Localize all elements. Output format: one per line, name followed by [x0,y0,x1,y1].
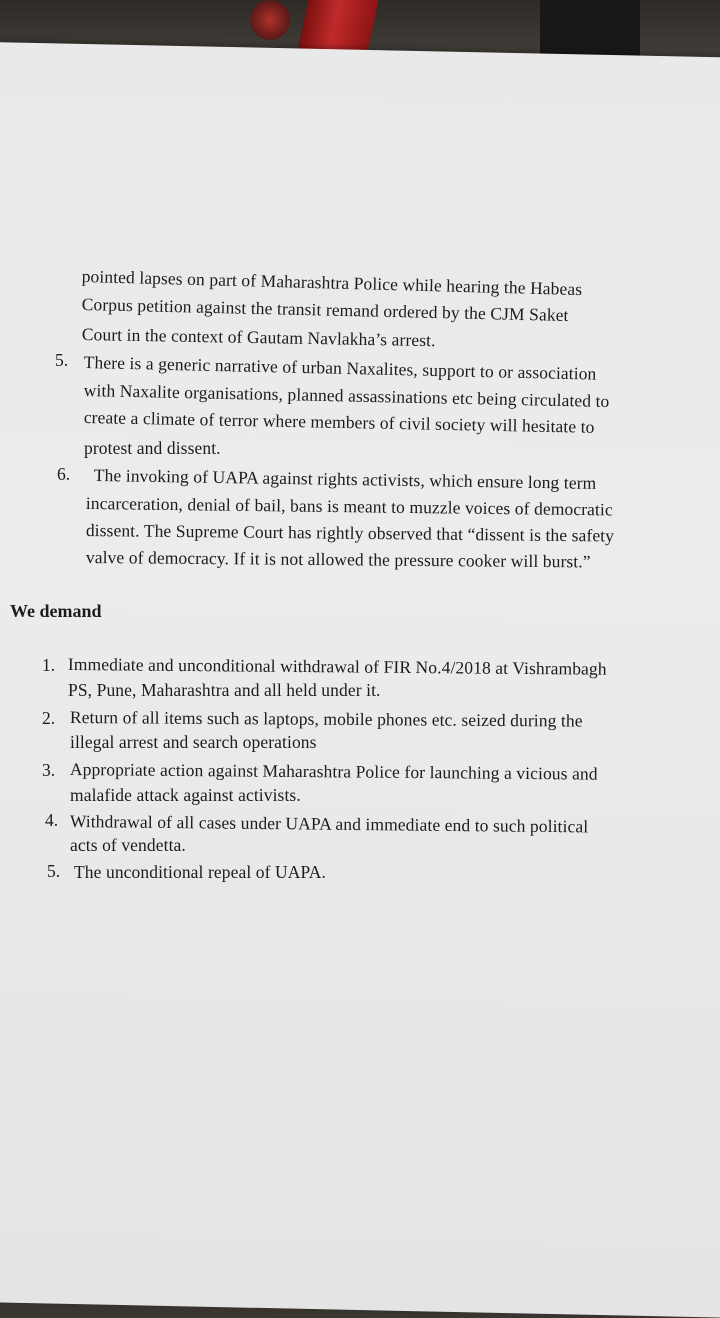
text-line: Appropriate action against Maharashtra Police for launching a vicious and [69,759,598,784]
text-line: malafide attack against activists. [70,785,301,805]
text-line: acts of vendetta. [70,835,186,855]
text-line: incarceration, denial of bail, bans is meant to muzzle voices of democratic [85,493,613,520]
list-number: 5. [55,350,69,370]
list-number: 6. [57,464,71,484]
text-line: PS, Pune, Maharashtra and all held under it. [68,680,381,700]
text-line: Corpus petition against the transit remand ordered by the CJM Saket [81,294,569,326]
text-line: Withdrawal of all cases under UAPA and immediate end to such political [69,811,589,837]
text-line: The unconditional repeal of UAPA. [74,862,326,882]
list-number: 1. [42,655,56,675]
text-line: protest and dissent. [84,438,221,458]
text-line: Immediate and unconditional withdrawal of FIR No.4/2018 at Vishrambagh [67,654,607,679]
text-line: valve of democracy. If it is not allowed the pressure cooker will burst.” [85,547,591,572]
text-line: The invoking of UAPA against rights activists, which ensure long term [93,465,597,493]
text-line: Return of all items such as laptops, mobile phones etc. seized during the [69,707,583,731]
text-line: illegal arrest and search operations [70,732,317,752]
text-line: with Naxalite organisations, planned assassinations etc being circulated to [83,380,610,412]
text-line: Court in the context of Gautam Navlakha’s arrest. [81,324,436,351]
text-line: There is a generic narrative of urban Naxalites, support to or association [83,352,597,384]
text-line: dissent. The Supreme Court has rightly observed that “dissent is the safety [85,520,615,546]
text-line: pointed lapses on part of Maharashtra Police while hearing the Habeas [81,266,583,300]
list-number: 5. [47,861,61,881]
list-number: 4. [45,810,59,830]
list-number: 2. [42,708,56,728]
list-number: 3. [42,760,56,780]
section-heading: We demand [10,601,102,621]
text-line: create a climate of terror where members of civil society will hesitate to [83,407,595,437]
